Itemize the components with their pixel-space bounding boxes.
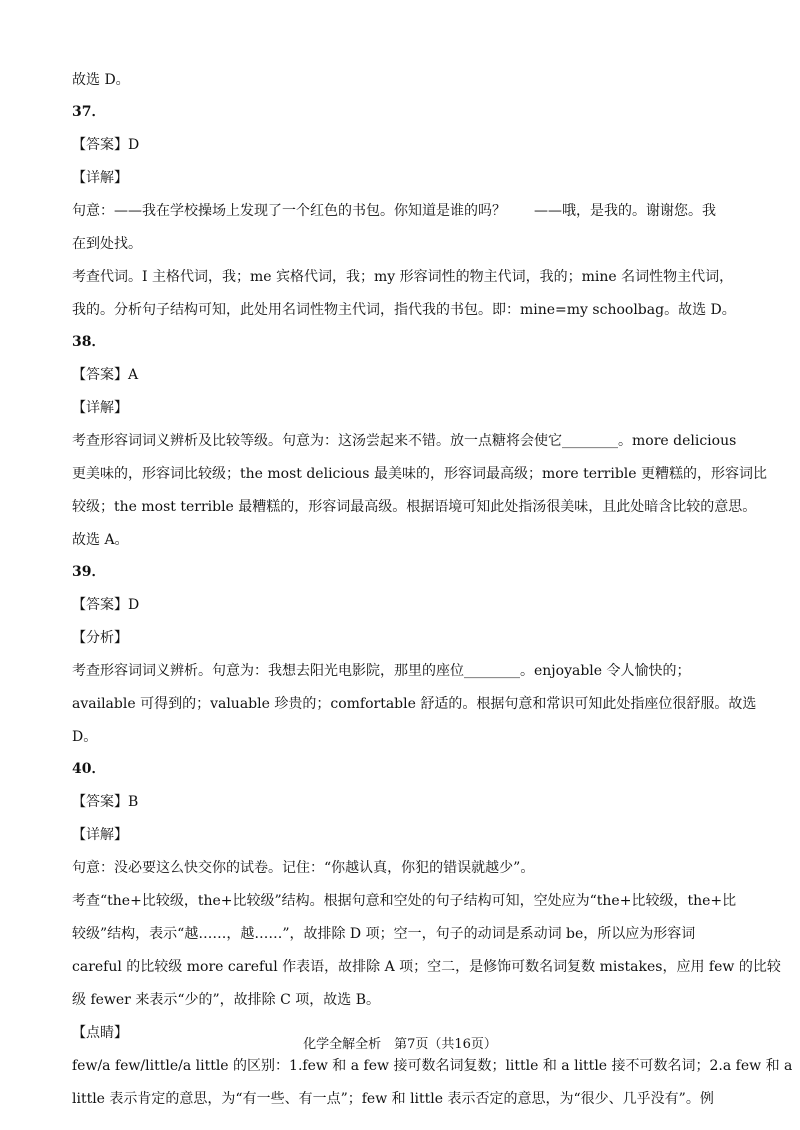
text-line: 考查形容词词义辨析及比较等级。句意为：这汤尝起来不错。放一点糖将会使它________。more delicious: [72, 433, 737, 449]
text-line: 考查形容词词义辨析。句意为：我想去阳光电影院，那里的座位________。enjoyable 令人愉快的；: [72, 663, 691, 679]
text-line: D。: [72, 729, 98, 745]
text-line: 句意：——我在学校操场上发现了一个红色的书包。你知道是谁的吗？ ——哦，是我的。谢谢您。我: [72, 203, 716, 219]
text-line: 级 fewer 来表示“少的”，故排除 C 项，故选 B。: [72, 992, 380, 1008]
text-line: 更美味的，形容词比较级；the most delicious 最美味的，形容词最高级；more terrible 更糟糕的，形容词比: [72, 466, 768, 482]
text-line: careful 的比较级 more careful 作表语，故排除 A 项；空二，是修饰可数名词复数 mistakes，应用 few 的比较: [72, 959, 781, 975]
question-number: 38．: [72, 334, 106, 350]
answer-line: 【答案】A: [72, 367, 139, 383]
text-line: 故选 A。: [72, 532, 129, 548]
document-body: [72, 70, 793, 1109]
section-heading: 【点睛】: [72, 1025, 128, 1041]
question-number: 37．: [72, 104, 106, 120]
text-line: 句意：没必要这么快交你的试卷。记住：“你越认真，你犯的错误就越少”。: [72, 860, 535, 876]
text-line: 我的。分析句子结构可知，此处用名词性物主代词，指代我的书包。即：mine=my schoolbag。故选 D。: [72, 302, 736, 318]
section-heading: 【详解】: [72, 827, 128, 843]
text-line: available 可得到的；valuable 珍贵的；comfortable 舒适的。根据句意和常识可知此处指座位很舒服。故选: [72, 696, 757, 712]
answer-line: 【答案】B: [72, 794, 139, 810]
page-footer: 化学全解全析 第7页（共16页）: [303, 1037, 497, 1052]
answer-line: 【答案】D: [72, 137, 140, 153]
text-line: 考查代词。I 主格代词，我；me 宾格代词，我；my 形容词性的物主代词，我的；mine 名词性物主代词，: [72, 269, 734, 285]
question-number: 39．: [72, 564, 106, 580]
text-line: 在到处找。: [72, 236, 142, 252]
text-line: 较级；the most terrible 最糟糕的，形容词最高级。根据语境可知此处指汤很美味，且此处暗含比较的意思。: [72, 499, 757, 515]
section-heading: 【分析】: [72, 630, 128, 646]
text-line: 考查“the+比较级，the+比较级”结构。根据句意和空处的句子结构可知，空处应为“the+比较级，the+比: [72, 893, 737, 909]
question-number: 40．: [72, 761, 106, 777]
answer-line: 【答案】D: [72, 597, 140, 613]
section-heading: 【详解】: [72, 170, 128, 186]
text-line: 故选 D。: [72, 72, 130, 88]
text-line: little 表示肯定的意思，为“有一些、有一点”；few 和 little 表示否定的意思，为“很少、几乎没有”。例: [72, 1091, 714, 1107]
text-line: 较级”结构，表示“越……，越……”，故排除 D 项；空一，句子的动词是系动词 be，所以应为形容词: [72, 926, 696, 942]
text-line: few/a few/little/a little 的区别：1.few 和 a few 接可数名词复数；little 和 a little 接不可数名词；2.a few 和 a: [72, 1058, 793, 1074]
section-heading: 【详解】: [72, 400, 128, 416]
